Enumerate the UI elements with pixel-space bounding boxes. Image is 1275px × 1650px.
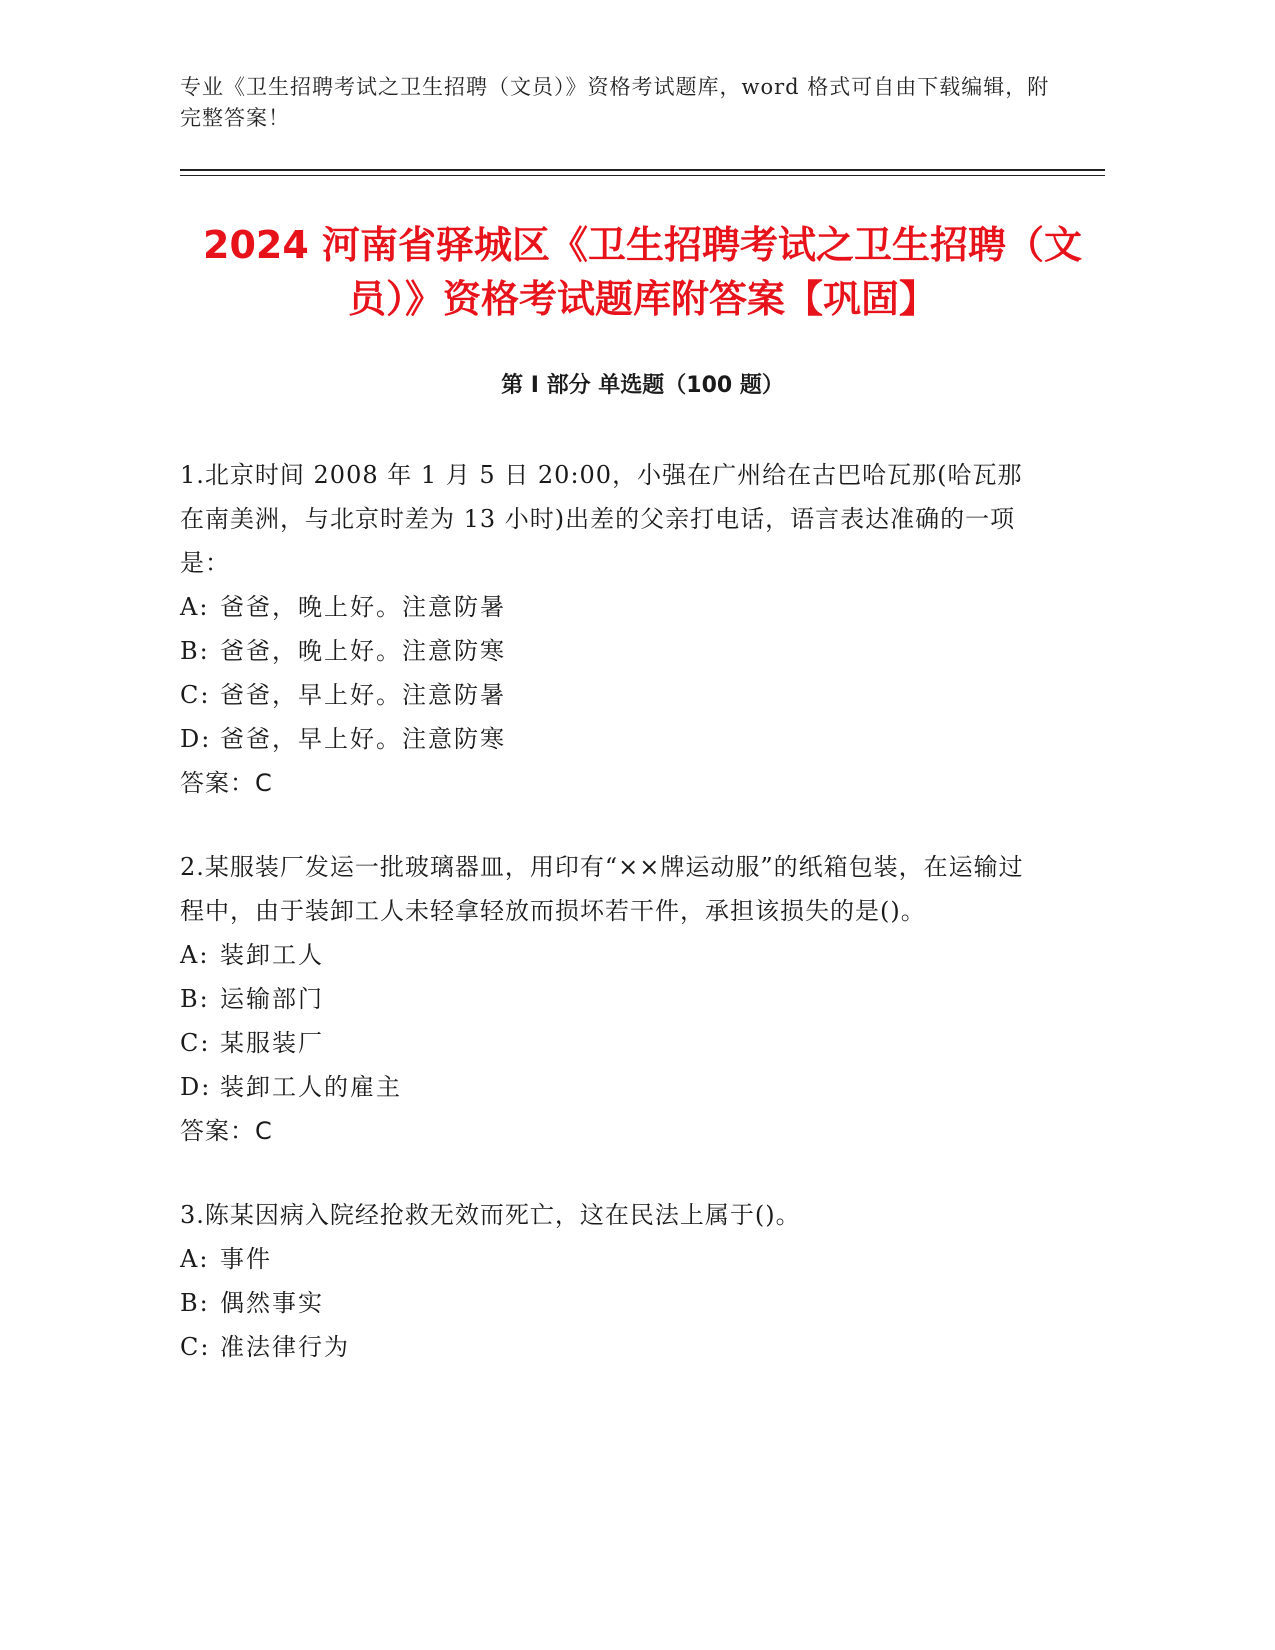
option-letter: C: [180,681,211,709]
option-c [180,1021,1040,1065]
option-text: 爸爸，晚上好。注意防寒 [220,637,506,665]
option-text: 某服装厂 [220,1029,324,1057]
option-letter: B: [180,985,210,1013]
option-a [180,933,1040,977]
option-c [180,673,1040,717]
question-stem: 3.陈某因病入院经抢救无效而死亡，这在民法上属于()。 [180,1201,801,1229]
question-2 [180,845,1040,1153]
option-letter: B: [180,1289,210,1317]
question-stem: 1.北京时间 2008 年 1 月 5 日 20:00，小强在广州给在古巴哈瓦那(哈瓦那在南美洲，与北京时差为 13 小时)出差的父亲打电话，语言表达准确的一项是： [180,461,1023,577]
option-d [180,717,1040,761]
option-d [180,1065,1040,1109]
document-title: 2024 河南省驿城区《卫生招聘考试之卫生招聘（文员）》资格考试题库附答案【巩固】 [203,223,1082,321]
option-text: 爸爸，早上好。注意防暑 [220,681,506,709]
option-letter: B: [180,637,210,665]
option-letter: A: [180,593,210,621]
header-rule-thin [180,175,1105,176]
option-b [180,977,1040,1021]
option-letter: C: [180,1333,211,1361]
option-text: 装卸工人 [220,941,324,969]
option-text: 偶然事实 [220,1289,324,1317]
option-letter: D: [180,725,212,753]
answer-line: 答案：C [180,769,273,797]
question-stem: 2.某服装厂发运一批玻璃器皿，用印有“××牌运动服”的纸箱包装，在运输过程中，由于装卸工人未轻拿轻放而损坏若干件，承担该损失的是()。 [180,853,1024,925]
section-heading: 第 I 部分 单选题（100 题） [501,373,784,398]
answer-line: 答案：C [180,1117,273,1145]
option-letter: C: [180,1029,211,1057]
option-text: 准法律行为 [220,1333,350,1361]
option-text: 运输部门 [220,985,324,1013]
question-3 [180,1193,1040,1369]
option-c [180,1325,1040,1369]
option-letter: A: [180,941,210,969]
option-letter: D: [180,1073,212,1101]
header-rule-thick [180,169,1105,171]
option-a [180,1237,1040,1281]
option-letter: A: [180,1245,210,1273]
option-b [180,629,1040,673]
option-text: 事件 [220,1245,272,1273]
option-text: 装卸工人的雇主 [220,1073,402,1101]
question-1 [180,453,1040,805]
option-b [180,1281,1040,1325]
option-text: 爸爸，早上好。注意防寒 [220,725,506,753]
option-text: 爸爸，晚上好。注意防暑 [220,593,506,621]
option-a [180,585,1040,629]
header-note: 专业《卫生招聘考试之卫生招聘（文员）》资格考试题库，word 格式可自由下载编辑，附完整答案！ [180,75,1050,130]
question-list [180,453,1040,1409]
